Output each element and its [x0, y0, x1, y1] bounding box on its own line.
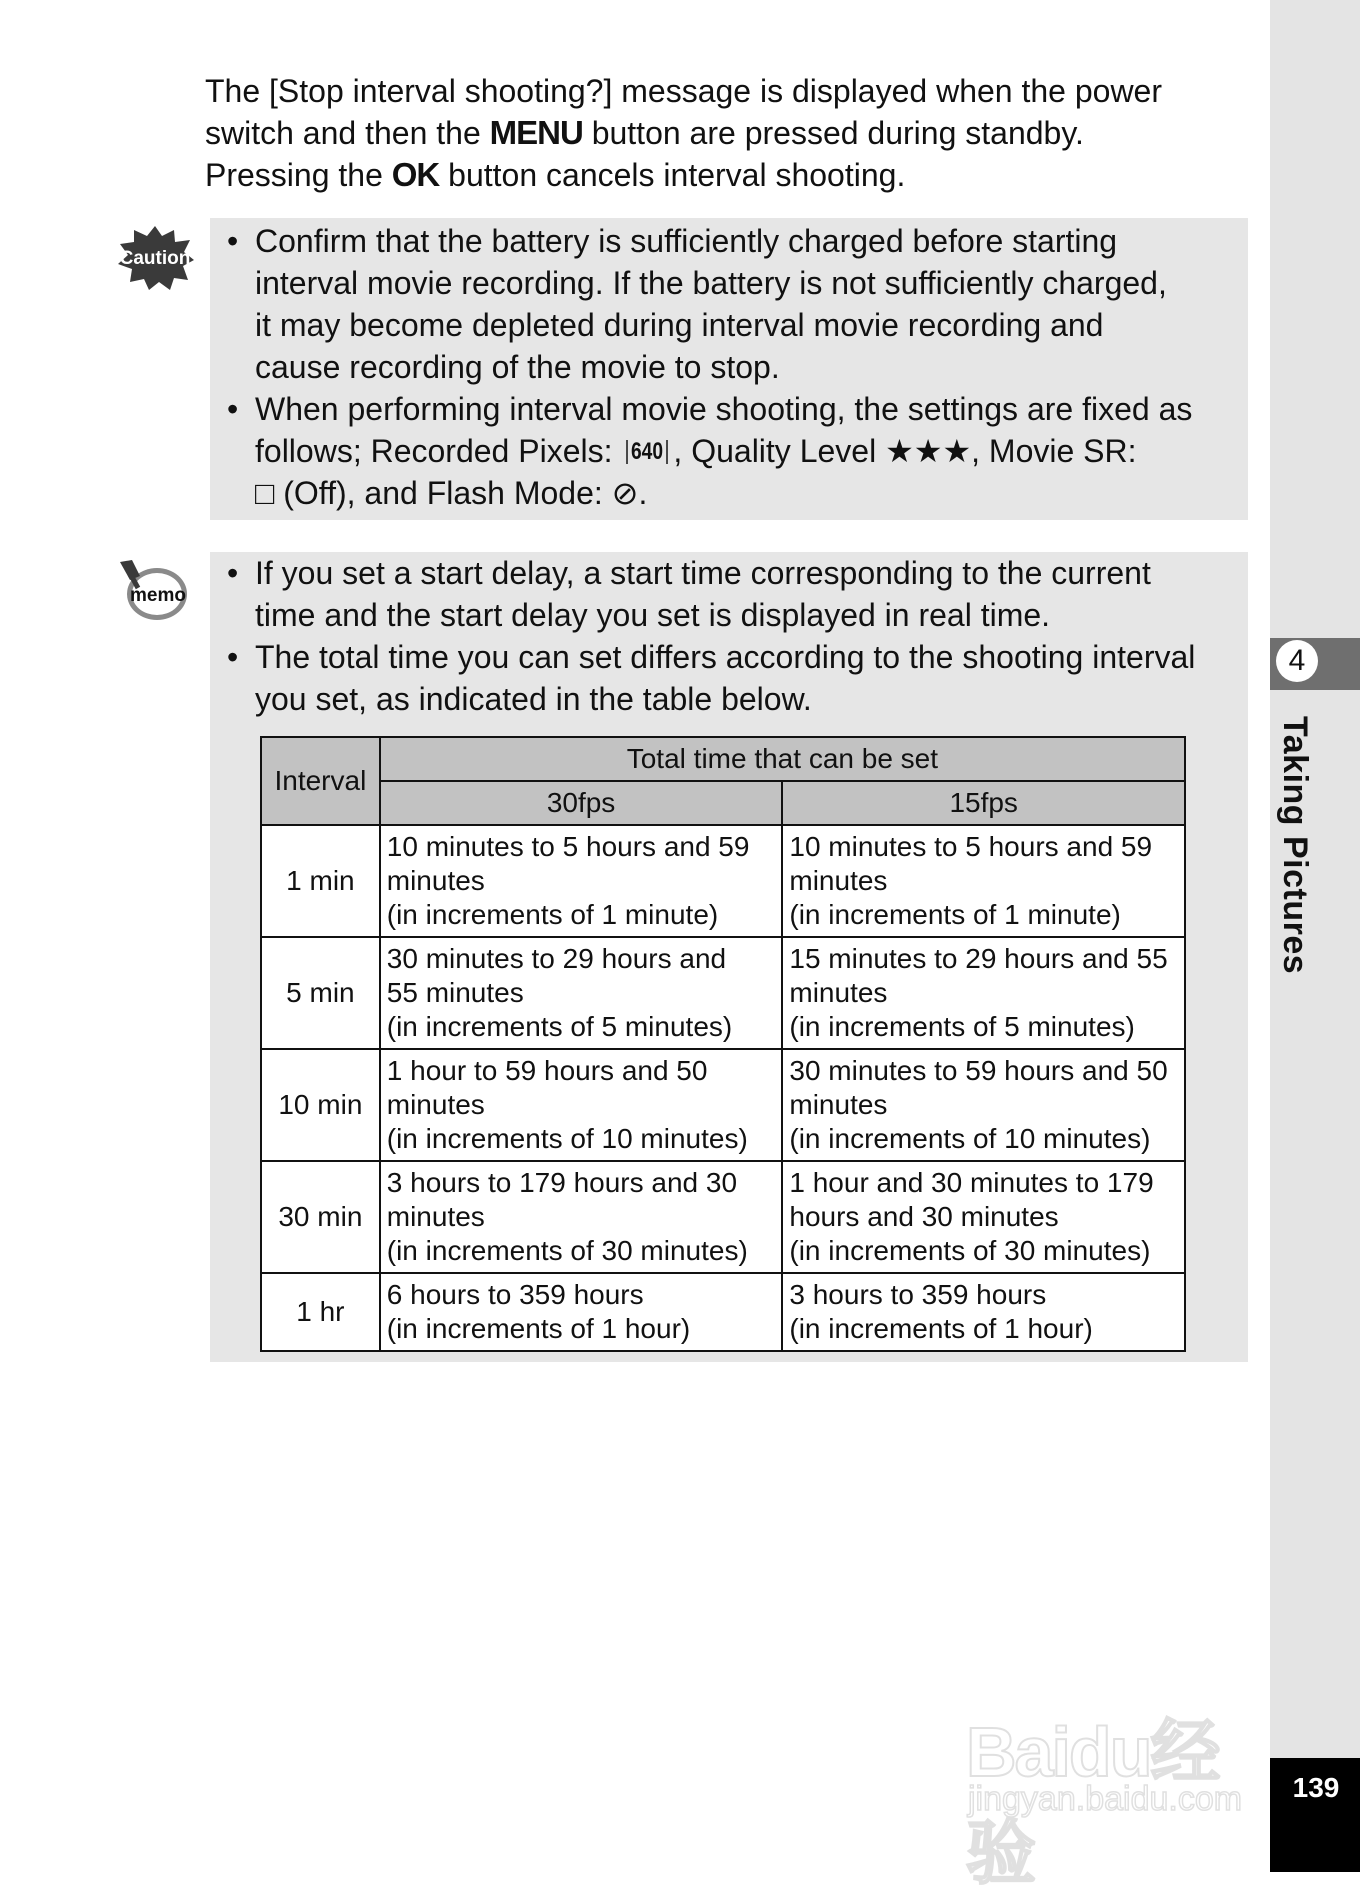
- cell-text: 10 minutes to 5 hours and 59: [386, 831, 750, 862]
- memo-item-total-time: [210, 636, 1248, 720]
- ok-button-label: OK: [391, 156, 440, 193]
- table-row: [261, 825, 1185, 937]
- fps15-cell: [782, 1273, 1185, 1351]
- chapter-title: Taking Pictures: [1276, 716, 1314, 975]
- watermark-url: jingyan.baidu.com: [968, 1780, 1243, 1818]
- cell-text: 10 minutes to 5 hours and 59: [789, 831, 1153, 862]
- fps30-cell: [380, 1049, 783, 1161]
- cell-text: 30 minutes to 29 hours and: [386, 943, 727, 974]
- caution-item-battery: [210, 220, 1248, 388]
- caution-text-part: follows; Recorded Pixels:: [255, 433, 622, 469]
- caution-text: • When performing interval movie shooting, the settings are fixed as: [255, 391, 1193, 427]
- intro-text: button cancels interval shooting.: [439, 157, 906, 193]
- intro-line: The [Stop interval shooting?] message is displayed when the power: [205, 73, 1162, 109]
- cell-text: (in increments of 5 minutes): [789, 1011, 1135, 1042]
- caution-item-settings: [210, 388, 1248, 514]
- cell-text: 1 hour to 59 hours and 50: [386, 1055, 708, 1086]
- cell-text: (in increments of 10 minutes): [386, 1123, 748, 1154]
- header-interval: Interval: [261, 737, 380, 825]
- cell-text: 1 hour and 30 minutes to 179: [789, 1167, 1154, 1198]
- intro-paragraph: [205, 70, 1245, 196]
- header-total-time: Total time that can be set: [380, 737, 1185, 781]
- caution-box: [210, 218, 1248, 520]
- table-subheader-row: [261, 781, 1185, 825]
- fps15-cell: [782, 937, 1185, 1049]
- cell-text: 6 hours to 359 hours: [386, 1279, 644, 1310]
- table-row: [261, 1273, 1185, 1351]
- menu-button-label: MENU: [489, 114, 583, 151]
- fps15-cell: [782, 1161, 1185, 1273]
- watermark-logo-text: Baidu经验: [966, 1713, 1219, 1892]
- cell-text: minutes: [386, 1089, 485, 1120]
- fps30-cell: [380, 937, 783, 1049]
- cell-text: (in increments of 30 minutes): [789, 1235, 1151, 1266]
- cell-text: 55 minutes: [386, 977, 524, 1008]
- baidu-watermark: [966, 1660, 1286, 1892]
- memo-text: you set, as indicated in the table below.: [255, 681, 812, 717]
- cell-text: minutes: [789, 977, 888, 1008]
- fps15-cell: [782, 1049, 1185, 1161]
- recorded-pixels-icon: 640: [627, 440, 669, 464]
- interval-cell: 1 min: [261, 825, 380, 937]
- intro-line: [205, 154, 1245, 196]
- cell-text: (in increments of 5 minutes): [386, 1011, 733, 1042]
- memo-icon: [116, 558, 190, 624]
- memo-text: • If you set a start delay, a start time corresponding to the current: [255, 555, 1151, 591]
- cell-text: 15 minutes to 29 hours and 55: [789, 943, 1168, 974]
- table-header-row: [261, 737, 1185, 781]
- fps30-cell: [380, 1161, 783, 1273]
- interval-cell: 30 min: [261, 1161, 380, 1273]
- cell-text: (in increments of 30 minutes): [386, 1235, 748, 1266]
- cell-text: (in increments of 1 hour): [789, 1313, 1093, 1344]
- intro-text: switch and then the: [205, 115, 490, 151]
- cell-text: hours and 30 minutes: [789, 1201, 1059, 1232]
- interval-cell: 1 hr: [261, 1273, 380, 1351]
- caution-text-part: , Quality Level: [673, 433, 886, 469]
- caution-text-part: , Movie SR:: [971, 433, 1137, 469]
- memo-list: [210, 552, 1248, 720]
- cell-text: minutes: [789, 1089, 888, 1120]
- cell-text: (in increments of 1 minute): [789, 899, 1121, 930]
- quality-stars-icon: ★★★: [885, 433, 972, 469]
- cell-text: minutes: [386, 1201, 485, 1232]
- table-row: [261, 1161, 1185, 1273]
- caution-icon-label: Caution: [119, 248, 191, 269]
- caution-text: [255, 430, 1248, 472]
- page-number: 139: [1292, 1772, 1340, 1803]
- interval-cell: 5 min: [261, 937, 380, 1049]
- caution-text: it may become depleted during interval movie recording and: [255, 307, 1104, 343]
- cell-text: 30 minutes to 59 hours and 50: [789, 1055, 1168, 1086]
- cell-text: 3 hours to 359 hours: [789, 1279, 1047, 1310]
- cell-text: (in increments of 1 hour): [386, 1313, 691, 1344]
- memo-item-start-delay: [210, 552, 1248, 636]
- interval-time-table: [260, 736, 1186, 1352]
- memo-text: • The total time you can set differs according to the shooting interval: [255, 639, 1196, 675]
- header-30fps: 30fps: [380, 781, 783, 825]
- table-row: [261, 1049, 1185, 1161]
- intro-text: button are pressed during standby.: [582, 115, 1084, 151]
- table-row: [261, 937, 1185, 1049]
- fps15-cell: [782, 825, 1185, 937]
- caution-text: □ (Off), and Flash Mode: ⊘.: [255, 475, 648, 511]
- cell-text: 3 hours to 179 hours and 30: [386, 1167, 738, 1198]
- interval-cell: 10 min: [261, 1049, 380, 1161]
- header-15fps: 15fps: [782, 781, 1185, 825]
- cell-text: (in increments of 10 minutes): [789, 1123, 1151, 1154]
- caution-text: cause recording of the movie to stop.: [255, 349, 780, 385]
- intro-text: Pressing the: [205, 157, 392, 193]
- chapter-number: 4: [1276, 640, 1318, 682]
- caution-text: • Confirm that the battery is sufficiently charged before starting: [255, 223, 1118, 259]
- caution-text: interval movie recording. If the battery is not sufficiently charged,: [255, 265, 1167, 301]
- caution-list: [210, 218, 1248, 514]
- caution-icon: [116, 224, 194, 290]
- memo-icon-label: memo: [130, 585, 186, 606]
- memo-text: time and the start delay you set is displayed in real time.: [255, 597, 1051, 633]
- intro-line: [205, 112, 1245, 154]
- cell-text: (in increments of 1 minute): [386, 899, 719, 930]
- cell-text: minutes: [789, 865, 888, 896]
- fps30-cell: [380, 1273, 783, 1351]
- fps30-cell: [380, 825, 783, 937]
- cell-text: minutes: [386, 865, 485, 896]
